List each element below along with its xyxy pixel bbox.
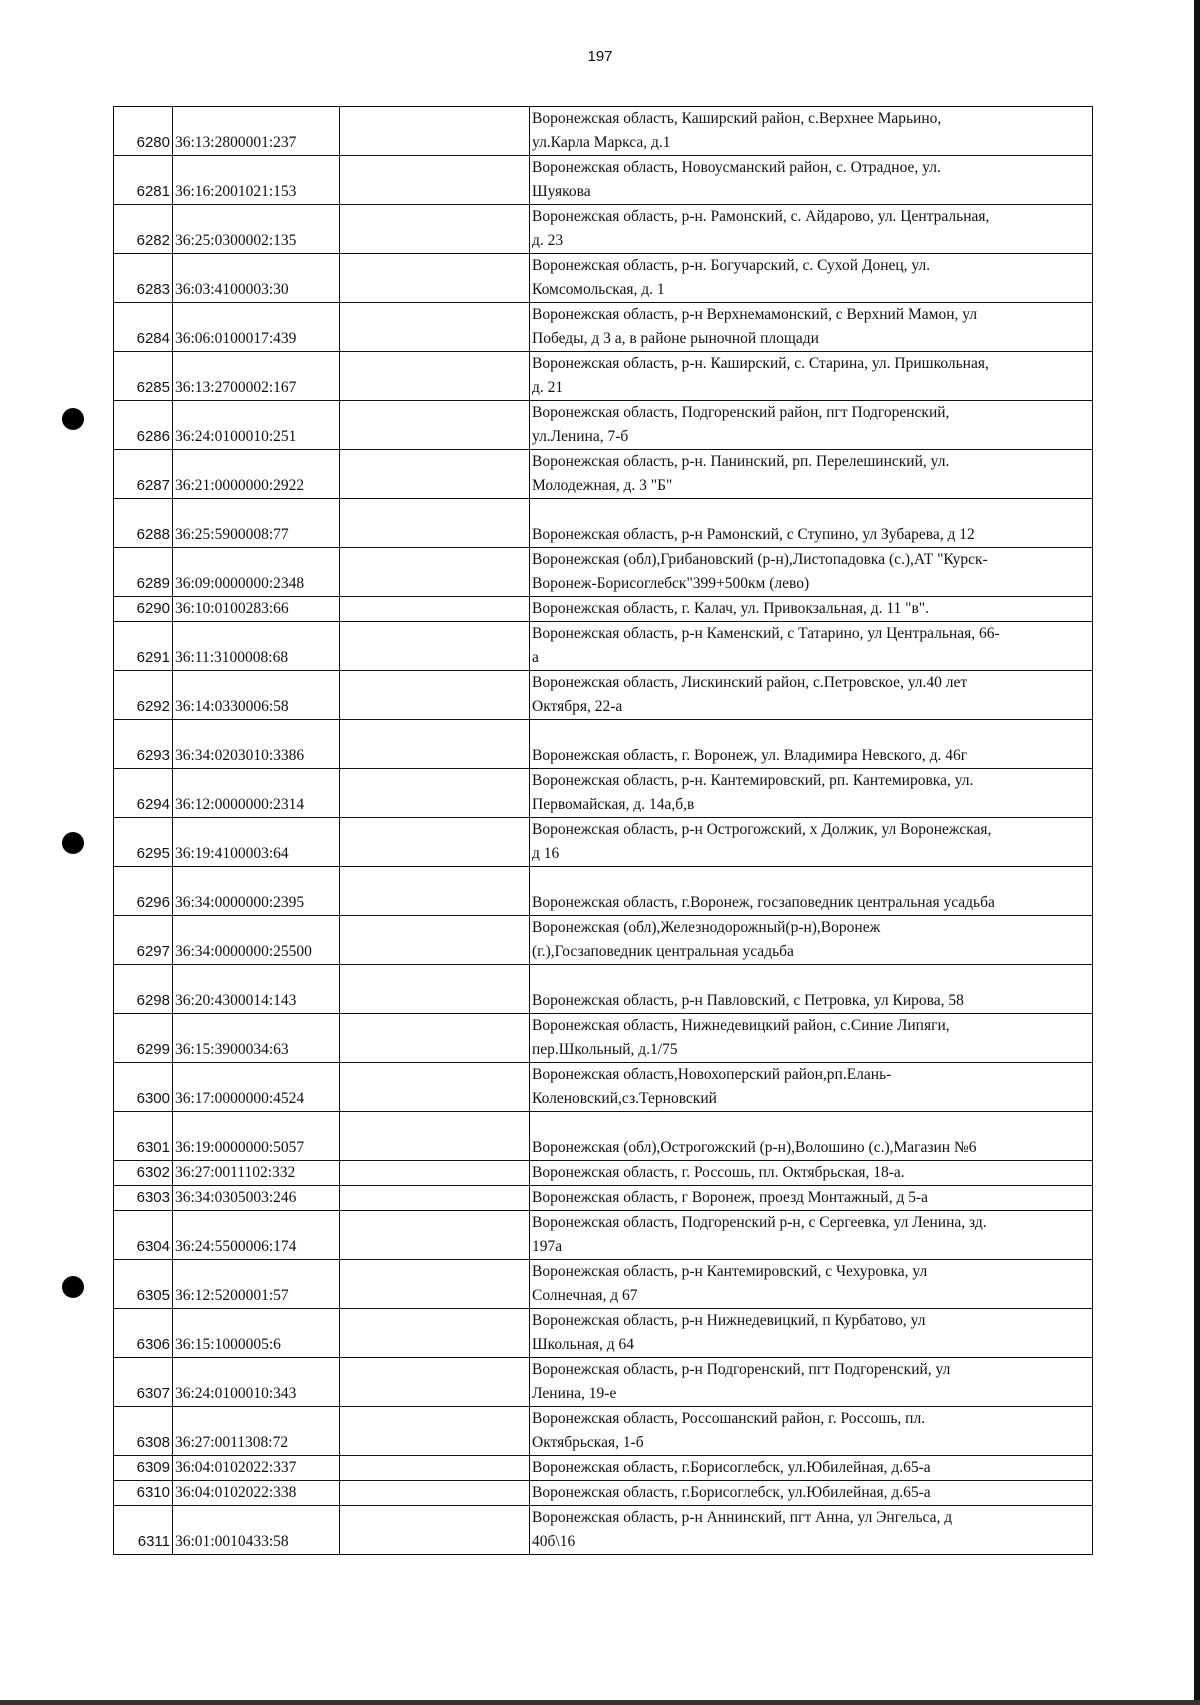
table-row bbox=[114, 965, 1093, 1014]
address-cell bbox=[530, 1407, 1093, 1456]
address-line: Воронеж-Борисоглебск"399+500км (лево) bbox=[532, 575, 810, 592]
row-number: 6292 bbox=[114, 671, 173, 720]
row-number: 6304 bbox=[114, 1211, 173, 1260]
cadastral-number: 36:13:2700002:167 bbox=[173, 352, 340, 401]
scan-edge-bottom bbox=[0, 1700, 1200, 1705]
row-number: 6290 bbox=[114, 597, 173, 622]
address-cell bbox=[530, 450, 1093, 499]
address-cell bbox=[530, 622, 1093, 671]
empty-cell bbox=[340, 1260, 530, 1309]
cadastral-number: 36:24:0100010:251 bbox=[173, 401, 340, 450]
table-row bbox=[114, 1260, 1093, 1309]
address-line: Воронежская область,Новохоперский район,рп.Елань- bbox=[532, 1066, 892, 1083]
table-row bbox=[114, 867, 1093, 916]
row-number: 6296 bbox=[114, 867, 173, 916]
table-row bbox=[114, 1506, 1093, 1555]
row-number: 6287 bbox=[114, 450, 173, 499]
empty-cell bbox=[340, 1186, 530, 1211]
address-line: Воронежская область, г. Калач, ул. Привокзальная, д. 11 "в". bbox=[532, 600, 929, 617]
cadastral-number: 36:17:0000000:4524 bbox=[173, 1063, 340, 1112]
table-row bbox=[114, 1309, 1093, 1358]
cadastral-number: 36:11:3100008:68 bbox=[173, 622, 340, 671]
address-line: а bbox=[532, 649, 539, 666]
cadastral-number: 36:13:2800001:237 bbox=[173, 107, 340, 156]
address-cell bbox=[530, 867, 1093, 916]
scan-edge-right bbox=[1194, 0, 1200, 1705]
empty-cell bbox=[340, 867, 530, 916]
table-row bbox=[114, 1112, 1093, 1161]
row-number: 6303 bbox=[114, 1186, 173, 1211]
empty-cell bbox=[340, 1456, 530, 1481]
table-row bbox=[114, 1186, 1093, 1211]
address-cell bbox=[530, 818, 1093, 867]
cadastral-number: 36:15:3900034:63 bbox=[173, 1014, 340, 1063]
empty-cell bbox=[340, 720, 530, 769]
address-cell bbox=[530, 1358, 1093, 1407]
row-number: 6311 bbox=[114, 1506, 173, 1555]
cadastral-number: 36:34:0000000:2395 bbox=[173, 867, 340, 916]
cadastral-number: 36:24:5500006:174 bbox=[173, 1211, 340, 1260]
address-line: Воронежская область, р-н Аннинский, пгт Анна, ул Энгельса, д bbox=[532, 1509, 953, 1526]
address-line: Шуякова bbox=[532, 183, 591, 200]
address-line: Воронежская (обл),Грибановский (р-н),Листопадовка (с.),АТ "Курск- bbox=[532, 551, 988, 568]
cadastral-number: 36:34:0203010:3386 bbox=[173, 720, 340, 769]
cadastral-number: 36:20:4300014:143 bbox=[173, 965, 340, 1014]
address-line bbox=[532, 720, 1090, 744]
address-line bbox=[532, 867, 1090, 891]
address-cell bbox=[530, 1309, 1093, 1358]
empty-cell bbox=[340, 303, 530, 352]
address-cell bbox=[530, 1014, 1093, 1063]
empty-cell bbox=[340, 352, 530, 401]
address-line: Воронежская область, р-н. Каширский, с. Старина, ул. Пришкольная, bbox=[532, 355, 989, 372]
address-line: Победы, д 3 а, в районе рыночной площади bbox=[532, 330, 819, 347]
row-number: 6295 bbox=[114, 818, 173, 867]
address-line: (г.),Госзаповедник центральная усадьба bbox=[532, 943, 794, 960]
address-line: Воронежская область, Новоусманский район, с. Отрадное, ул. bbox=[532, 159, 941, 176]
cadastral-number: 36:19:0000000:5057 bbox=[173, 1112, 340, 1161]
row-number: 6289 bbox=[114, 548, 173, 597]
empty-cell bbox=[340, 205, 530, 254]
punch-hole-mark bbox=[62, 408, 84, 430]
address-line: д 16 bbox=[532, 845, 560, 862]
address-cell bbox=[530, 965, 1093, 1014]
empty-cell bbox=[340, 597, 530, 622]
address-line: Воронежская область, г. Воронеж, ул. Владимира Невского, д. 46г bbox=[532, 747, 968, 764]
address-cell bbox=[530, 1112, 1093, 1161]
empty-cell bbox=[340, 818, 530, 867]
address-line: Воронежская область, Подгоренский район, пгт Подгоренский, bbox=[532, 404, 950, 421]
address-line: Воронежская область, Лискинский район, с.Петровское, ул.40 лет bbox=[532, 674, 968, 691]
empty-cell bbox=[340, 1309, 530, 1358]
empty-cell bbox=[340, 1161, 530, 1186]
row-number: 6286 bbox=[114, 401, 173, 450]
cadastral-number: 36:27:0011308:72 bbox=[173, 1407, 340, 1456]
address-line: Воронежская область, г. Россошь, пл. Октябрьская, 18-а. bbox=[532, 1164, 905, 1181]
address-line: Коленовский,сз.Терновский bbox=[532, 1090, 717, 1107]
row-number: 6294 bbox=[114, 769, 173, 818]
cadastral-number: 36:14:0330006:58 bbox=[173, 671, 340, 720]
table-row bbox=[114, 401, 1093, 450]
address-cell bbox=[530, 1506, 1093, 1555]
row-number: 6309 bbox=[114, 1456, 173, 1481]
table-row bbox=[114, 450, 1093, 499]
address-cell bbox=[530, 303, 1093, 352]
address-line: Октябрьская, 1-б bbox=[532, 1434, 644, 1451]
address-cell bbox=[530, 156, 1093, 205]
row-number: 6298 bbox=[114, 965, 173, 1014]
address-cell bbox=[530, 254, 1093, 303]
row-number: 6282 bbox=[114, 205, 173, 254]
table-row bbox=[114, 499, 1093, 548]
table-row bbox=[114, 1358, 1093, 1407]
address-line bbox=[532, 965, 1090, 989]
address-line: пер.Школьный, д.1/75 bbox=[532, 1041, 678, 1058]
row-number: 6281 bbox=[114, 156, 173, 205]
table-row bbox=[114, 622, 1093, 671]
address-line: Воронежская область, р-н Павловский, с Петровка, ул Кирова, 58 bbox=[532, 992, 964, 1009]
address-line: Воронежская область, р-н Кантемировский, с Чехуровка, ул bbox=[532, 1263, 928, 1280]
cadastral-number: 36:09:0000000:2348 bbox=[173, 548, 340, 597]
address-line: д. 21 bbox=[532, 379, 564, 396]
empty-cell bbox=[340, 107, 530, 156]
address-cell bbox=[530, 1481, 1093, 1506]
table-row bbox=[114, 671, 1093, 720]
table-row bbox=[114, 254, 1093, 303]
address-cell bbox=[530, 916, 1093, 965]
address-line: Воронежская область, р-н. Рамонский, с. Айдарово, ул. Центральная, bbox=[532, 208, 990, 225]
address-line: Воронежская область, Подгоренский р-н, с Сергеевка, ул Ленина, зд. bbox=[532, 1214, 987, 1231]
address-cell bbox=[530, 597, 1093, 622]
address-cell bbox=[530, 1456, 1093, 1481]
row-number: 6299 bbox=[114, 1014, 173, 1063]
row-number: 6285 bbox=[114, 352, 173, 401]
empty-cell bbox=[340, 1014, 530, 1063]
empty-cell bbox=[340, 1112, 530, 1161]
empty-cell bbox=[340, 671, 530, 720]
table-row bbox=[114, 205, 1093, 254]
address-line: 197а bbox=[532, 1238, 563, 1255]
address-cell bbox=[530, 401, 1093, 450]
address-cell bbox=[530, 107, 1093, 156]
empty-cell bbox=[340, 1211, 530, 1260]
address-line: Воронежская область, р-н Нижнедевицкий, п Курбатово, ул bbox=[532, 1312, 926, 1329]
table-row bbox=[114, 548, 1093, 597]
address-line: Солнечная, д 67 bbox=[532, 1287, 638, 1304]
empty-cell bbox=[340, 1481, 530, 1506]
address-line: Молодежная, д. 3 "Б" bbox=[532, 477, 673, 494]
address-cell bbox=[530, 1063, 1093, 1112]
address-line: Ленина, 19-е bbox=[532, 1385, 617, 1402]
empty-cell bbox=[340, 401, 530, 450]
row-number: 6280 bbox=[114, 107, 173, 156]
row-number: 6288 bbox=[114, 499, 173, 548]
table-row bbox=[114, 303, 1093, 352]
cadastral-number: 36:01:0010433:58 bbox=[173, 1506, 340, 1555]
cadastral-number: 36:19:4100003:64 bbox=[173, 818, 340, 867]
address-line: Воронежская область, Россошанский район, г. Россошь, пл. bbox=[532, 1410, 926, 1427]
row-number: 6305 bbox=[114, 1260, 173, 1309]
empty-cell bbox=[340, 254, 530, 303]
table-row bbox=[114, 1161, 1093, 1186]
empty-cell bbox=[340, 769, 530, 818]
empty-cell bbox=[340, 499, 530, 548]
address-line: Воронежская область, р-н. Панинский, рп. Перелешинский, ул. bbox=[532, 453, 950, 470]
address-cell bbox=[530, 499, 1093, 548]
address-line: д. 23 bbox=[532, 232, 564, 249]
table-row bbox=[114, 1063, 1093, 1112]
cadastral-number: 36:15:1000005:6 bbox=[173, 1309, 340, 1358]
cadastral-number: 36:27:0011102:332 bbox=[173, 1161, 340, 1186]
address-cell bbox=[530, 769, 1093, 818]
empty-cell bbox=[340, 965, 530, 1014]
row-number: 6291 bbox=[114, 622, 173, 671]
address-line: Воронежская область, Нижнедевицкий район, с.Синие Липяги, bbox=[532, 1017, 950, 1034]
address-line bbox=[532, 499, 1090, 523]
address-line: Воронежская (обл),Железнодорожный(р-н),Воронеж bbox=[532, 919, 881, 936]
row-number: 6297 bbox=[114, 916, 173, 965]
cadastral-number: 36:10:0100283:66 bbox=[173, 597, 340, 622]
table-row bbox=[114, 1014, 1093, 1063]
cadastral-number: 36:24:0100010:343 bbox=[173, 1358, 340, 1407]
cadastral-number: 36:04:0102022:338 bbox=[173, 1481, 340, 1506]
row-number: 6306 bbox=[114, 1309, 173, 1358]
cadastral-number: 36:03:4100003:30 bbox=[173, 254, 340, 303]
cadastral-number: 36:04:0102022:337 bbox=[173, 1456, 340, 1481]
empty-cell bbox=[340, 622, 530, 671]
address-line: Воронежская область, р-н Рамонский, с Ступино, ул Зубарева, д 12 bbox=[532, 526, 975, 543]
address-line bbox=[532, 1112, 1090, 1136]
address-line: Воронежская область, р-н Каменский, с Татарино, ул Центральная, 66- bbox=[532, 625, 1000, 642]
address-line: Воронежская область, р-н Верхнемамонский, с Верхний Мамон, ул bbox=[532, 306, 978, 323]
table-row bbox=[114, 818, 1093, 867]
cadastral-number: 36:06:0100017:439 bbox=[173, 303, 340, 352]
address-line: Воронежская область, г Воронеж, проезд Монтажный, д 5-а bbox=[532, 1189, 928, 1206]
empty-cell bbox=[340, 1358, 530, 1407]
punch-hole-mark bbox=[62, 1276, 84, 1298]
cadastral-number: 36:34:0305003:246 bbox=[173, 1186, 340, 1211]
address-line: Воронежская область, р-н. Кантемировский, рп. Кантемировка, ул. bbox=[532, 772, 974, 789]
address-line: Воронежская область, Каширский район, с.Верхнее Марьино, bbox=[532, 110, 942, 127]
table-row bbox=[114, 1456, 1093, 1481]
empty-cell bbox=[340, 916, 530, 965]
empty-cell bbox=[340, 1407, 530, 1456]
row-number: 6283 bbox=[114, 254, 173, 303]
table-row bbox=[114, 1481, 1093, 1506]
address-line: Воронежская область, р-н Острогожский, х Должик, ул Воронежская, bbox=[532, 821, 992, 838]
address-line: ул.Ленина, 7-б bbox=[532, 428, 629, 445]
table-row bbox=[114, 769, 1093, 818]
address-cell bbox=[530, 720, 1093, 769]
address-line: Воронежская область, г.Борисоглебск, ул.Юбилейная, д.65-а bbox=[532, 1459, 931, 1476]
address-line: Комсомольская, д. 1 bbox=[532, 281, 665, 298]
address-line: Воронежская область, г.Борисоглебск, ул.Юбилейная, д.65-а bbox=[532, 1484, 931, 1501]
address-cell bbox=[530, 1260, 1093, 1309]
address-cell bbox=[530, 1211, 1093, 1260]
address-line: ул.Карла Маркса, д.1 bbox=[532, 134, 671, 151]
row-number: 6300 bbox=[114, 1063, 173, 1112]
table-row bbox=[114, 720, 1093, 769]
row-number: 6308 bbox=[114, 1407, 173, 1456]
cadastral-number: 36:25:0300002:135 bbox=[173, 205, 340, 254]
address-line: 40б\16 bbox=[532, 1533, 576, 1550]
empty-cell bbox=[340, 450, 530, 499]
address-cell bbox=[530, 1161, 1093, 1186]
row-number: 6302 bbox=[114, 1161, 173, 1186]
table-row bbox=[114, 597, 1093, 622]
property-registry-table bbox=[113, 106, 1093, 1555]
address-line: Первомайская, д. 14а,б,в bbox=[532, 796, 695, 813]
row-number: 6284 bbox=[114, 303, 173, 352]
address-line: Воронежская область, р-н. Богучарский, с. Сухой Донец, ул. bbox=[532, 257, 931, 274]
address-cell bbox=[530, 671, 1093, 720]
row-number: 6301 bbox=[114, 1112, 173, 1161]
address-cell bbox=[530, 205, 1093, 254]
address-cell bbox=[530, 1186, 1093, 1211]
cadastral-number: 36:12:5200001:57 bbox=[173, 1260, 340, 1309]
row-number: 6307 bbox=[114, 1358, 173, 1407]
address-cell bbox=[530, 548, 1093, 597]
table-row bbox=[114, 156, 1093, 205]
cadastral-number: 36:25:5900008:77 bbox=[173, 499, 340, 548]
empty-cell bbox=[340, 1506, 530, 1555]
address-line: Школьная, д 64 bbox=[532, 1336, 635, 1353]
cadastral-number: 36:21:0000000:2922 bbox=[173, 450, 340, 499]
cadastral-number: 36:16:2001021:153 bbox=[173, 156, 340, 205]
empty-cell bbox=[340, 548, 530, 597]
address-cell bbox=[530, 352, 1093, 401]
table-row bbox=[114, 352, 1093, 401]
table-row bbox=[114, 916, 1093, 965]
address-line: Воронежская область, г.Воронеж, госзаповедник центральная усадьба bbox=[532, 894, 995, 911]
empty-cell bbox=[340, 1063, 530, 1112]
address-line: Воронежская (обл),Острогожский (р-н),Волошино (с.),Магазин №6 bbox=[532, 1139, 977, 1156]
punch-hole-mark bbox=[62, 832, 84, 854]
table-row bbox=[114, 1211, 1093, 1260]
address-line: Октября, 22-а bbox=[532, 698, 623, 715]
empty-cell bbox=[340, 156, 530, 205]
cadastral-number: 36:12:0000000:2314 bbox=[173, 769, 340, 818]
page-number: 197 bbox=[587, 48, 613, 65]
address-line: Воронежская область, р-н Подгоренский, пгт Подгоренский, ул bbox=[532, 1361, 951, 1378]
row-number: 6293 bbox=[114, 720, 173, 769]
row-number: 6310 bbox=[114, 1481, 173, 1506]
cadastral-number: 36:34:0000000:25500 bbox=[173, 916, 340, 965]
table-row bbox=[114, 1407, 1093, 1456]
table-row bbox=[114, 107, 1093, 156]
